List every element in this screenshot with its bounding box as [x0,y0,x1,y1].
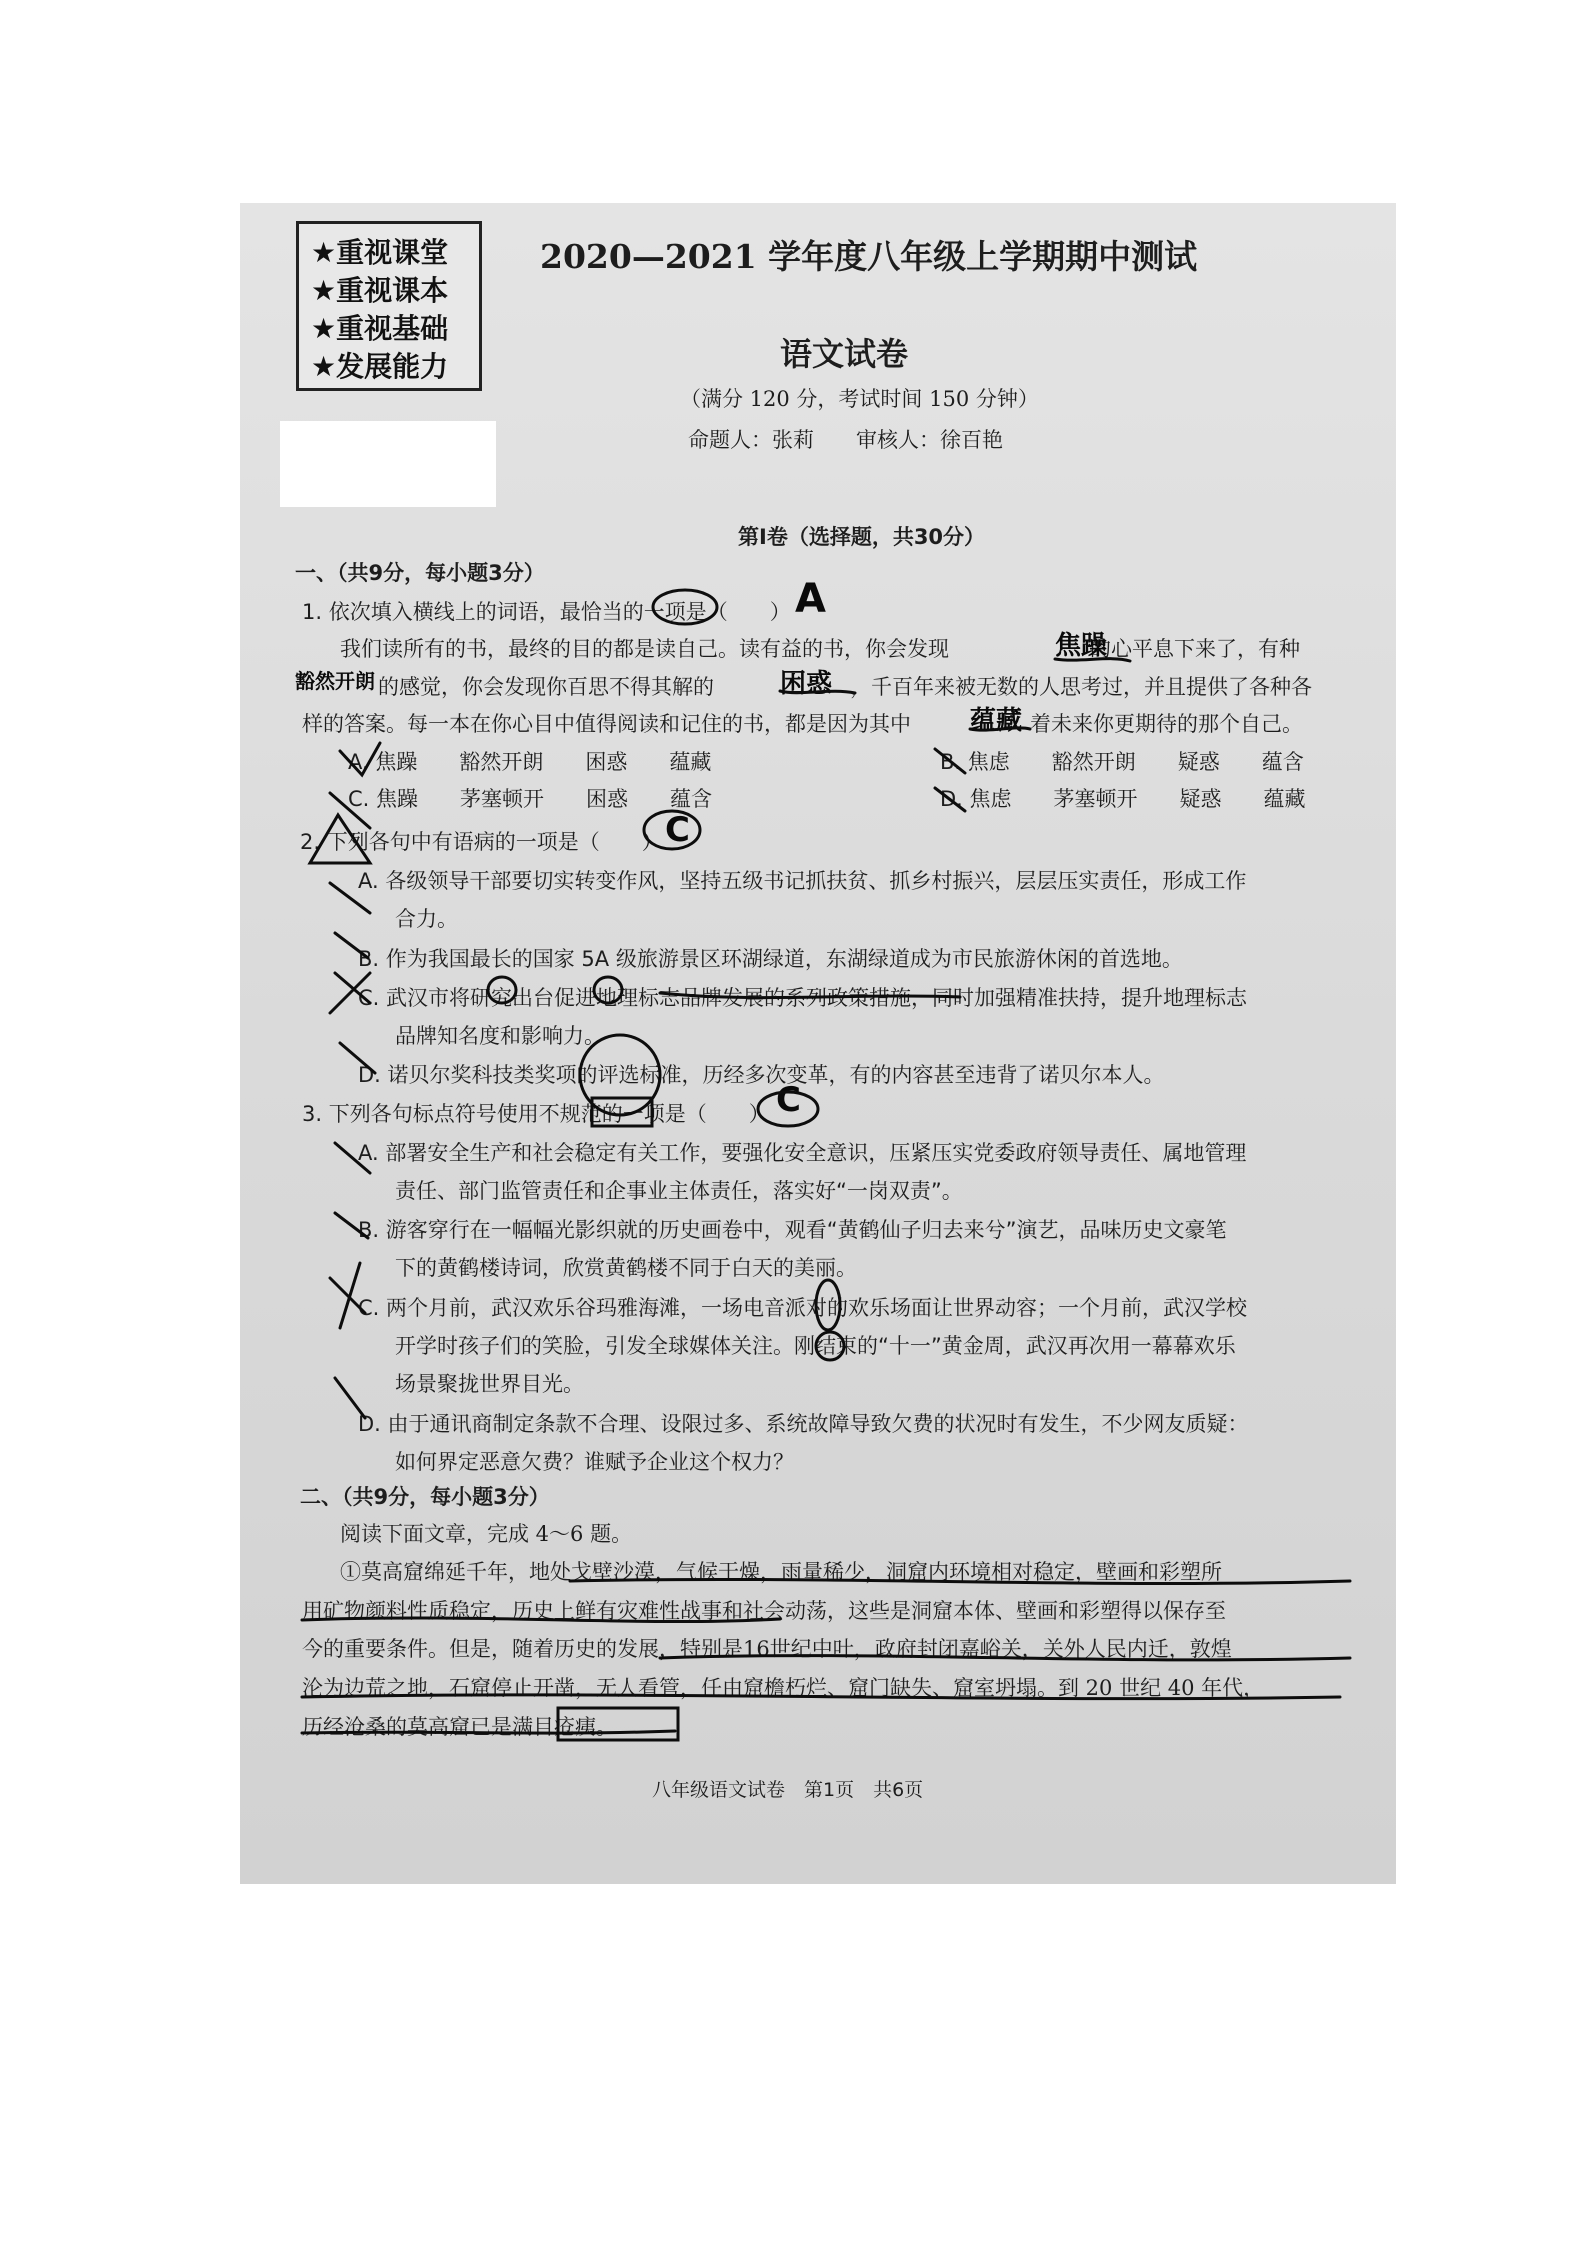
cross-mark [340,1043,375,1073]
circle-mark [488,977,516,1003]
motto-line: ★重视课堂 [311,236,449,269]
q3-option: 场景聚拢世界目光。 [395,1372,584,1396]
q3-stem: 3. 下列各句标点符号使用不规范的一项是（ ） [302,1102,770,1126]
cross-mark [935,788,965,811]
underline-mark [660,993,960,998]
exam-title: 2020—2021 学年度八年级上学期期中测试 [540,237,1198,276]
blank4-handwritten: 蕴藏 [970,706,1023,736]
q1-option: D. 焦虑 茅塞顿开 疑惑 蕴藏 [940,787,1306,811]
underline-mark [660,1656,1350,1660]
motto-line: ★重视基础 [311,312,449,345]
q1-stem: 1. 依次填入横线上的词语，最恰当的一项是（ ） [302,600,791,624]
exam-subtitle: 语文试卷 [780,335,909,373]
cross-mark [335,1378,365,1418]
blank3-handwritten: 困惑 [780,669,833,699]
check-mark [340,743,380,775]
underline-mark [570,1579,1350,1583]
exam-photo [240,203,1396,1884]
q2-option: 品牌知名度和影响力。 [395,1024,605,1048]
q1-option: B. 焦虑 豁然开朗 疑惑 蕴含 [940,750,1304,774]
q3-option: D. 由于通讯商制定条款不合理、设限过多、系统故障导致欠费的状况时有发生，不少网友质疑： [358,1412,1249,1436]
cross-mark [330,883,370,913]
cross-mark [335,1213,368,1238]
blank1-handwritten: 焦躁 [1055,631,1108,661]
q3-option: 开学时孩子们的笑脸，引发全球媒体关注。刚结束的“十一”黄金周，武汉再次用一幕幕欢乐 [395,1334,1236,1358]
q3-option: 责任、部门监管责任和企事业主体责任，落实好“一岗双责”。 [395,1179,963,1203]
underline-mark [1055,659,1130,661]
q3-answer-handwritten: C [776,1080,801,1120]
volume-title: 第Ⅰ卷（选择题，共30分） [738,525,986,549]
passage-line: ①莫高窟绵延千年，地处戈壁沙漠，气候干燥，雨量稀少，洞窟内环境相对稳定，壁画和彩塑所 [340,1560,1222,1584]
section2-intro: 阅读下面文章，完成 4～6 题。 [340,1522,633,1546]
circle-mark [594,977,622,1003]
circle-mark [644,811,700,849]
q1-line: 样的答案。每一本在你心目中值得阅读和记住的书，都是因为其中 [302,712,911,736]
triangle-mark [310,815,370,863]
page-footer: 八年级语文试卷 第1页 共6页 [652,1779,924,1801]
circle-mark [758,1092,818,1126]
motto-line: ★发展能力 [311,350,449,383]
exam-authors: 命题人：张莉 审核人：徐百艳 [688,428,1003,452]
q2-option: D. 诺贝尔奖科技类奖项的评选标准，历经多次变革，有的内容甚至违背了诺贝尔本人。 [358,1063,1165,1087]
underline-mark [302,1618,780,1622]
q1-line: 我们读所有的书，最终的目的都是读自己。读有益的书，你会发现 [340,637,949,661]
circle-mark [816,1280,840,1330]
q2-stem: 2. 下列各句中有语病的一项是（ ） [300,830,663,854]
q3-option: 如何界定恶意欠费？谁赋予企业这个权力？ [395,1450,794,1474]
cross-mark [330,973,370,1013]
underline-mark [780,691,855,693]
passage-line: 今的重要条件。但是，随着历史的发展，特别是16世纪中叶，政府封闭嘉峪关，关外人民内迁，敦煌 [302,1637,1232,1661]
cross-mark [335,933,368,958]
box-mark [558,1708,678,1740]
q1-line: 的感觉，你会发现你百思不得其解的 [378,675,714,699]
q1-line: 的心平息下来了，有种 [1090,637,1300,661]
q2-option: C. 武汉市将研究出台促进地理标志品牌发展的系列政策措施，同时加强精准扶持，提升地理标志 [358,986,1248,1010]
cross-mark [330,1263,365,1328]
q2-option: B. 作为我国最长的国家 5A 级旅游景区环湖绿道，东湖绿道成为市民旅游休闲的首选地。 [358,947,1183,971]
q2-option: 合力。 [395,907,458,931]
q2-answer-handwritten: C [665,810,690,850]
box-mark [592,1098,652,1126]
exam-paper [240,203,1396,1884]
q3-option: B. 游客穿行在一幅幅光影织就的历史画卷中，观看“黄鹤仙子归去来兮”演艺，品味历史文豪笔 [358,1218,1227,1242]
underline-mark [970,728,1030,730]
q1-option: A. 焦躁 豁然开朗 困惑 蕴藏 [348,750,712,774]
pen-marks [240,203,1396,1884]
circle-mark [816,1332,844,1360]
q3-option: C. 两个月前，武汉欢乐谷玛雅海滩，一场电音派对的欢乐场面让世界动容；一个月前，武汉学校 [358,1296,1248,1320]
passage-line: 历经沧桑的莫高窟已是满目疮痍。 [302,1715,617,1739]
section2-heading: 二、（共9分，每小题3分） [300,1485,550,1509]
circle-mark [653,590,717,624]
blank2-handwritten: 豁然开朗 [295,669,375,693]
q3-option: A. 部署安全生产和社会稳定有关工作，要强化安全意识，压紧压实党委政府领导责任、属地管理 [358,1141,1247,1165]
q1-option: C. 焦躁 茅塞顿开 困惑 蕴含 [348,787,713,811]
q1-line: 着未来你更期待的那个自己。 [1030,712,1303,736]
section1-heading: 一、（共9分，每小题3分） [295,561,545,585]
passage-line: 沦为边荒之地，石窟停止开凿，无人看管，任由窟檐朽烂、窟门缺失、窟室坍塌。到 20 世纪 40 年代， [302,1676,1265,1700]
cross-mark [335,1143,370,1173]
q1-line: ，千百年来被无数的人思考过，并且提供了各种各 [850,675,1312,699]
cross-mark [935,749,965,773]
q2-option: A. 各级领导干部要切实转变作风，坚持五级书记抓扶贫、抓乡村振兴，层层压实责任，形成工作 [358,869,1247,893]
underline-mark [302,1695,1340,1699]
q1-answer-handwritten: A [795,576,826,622]
cross-mark [330,793,370,828]
q3-option: 下的黄鹤楼诗词，欣赏黄鹤楼不同于白天的美丽。 [395,1256,857,1280]
motto-line: ★重视课本 [311,274,449,307]
underline-mark [302,1731,675,1733]
exam-info: （满分 120 分，考试时间 150 分钟） [680,387,1039,411]
passage-line: 用矿物颜料性质稳定，历史上鲜有灾难性战事和社会动荡，这些是洞窟本体、壁画和彩塑得以保存至 [302,1599,1226,1623]
